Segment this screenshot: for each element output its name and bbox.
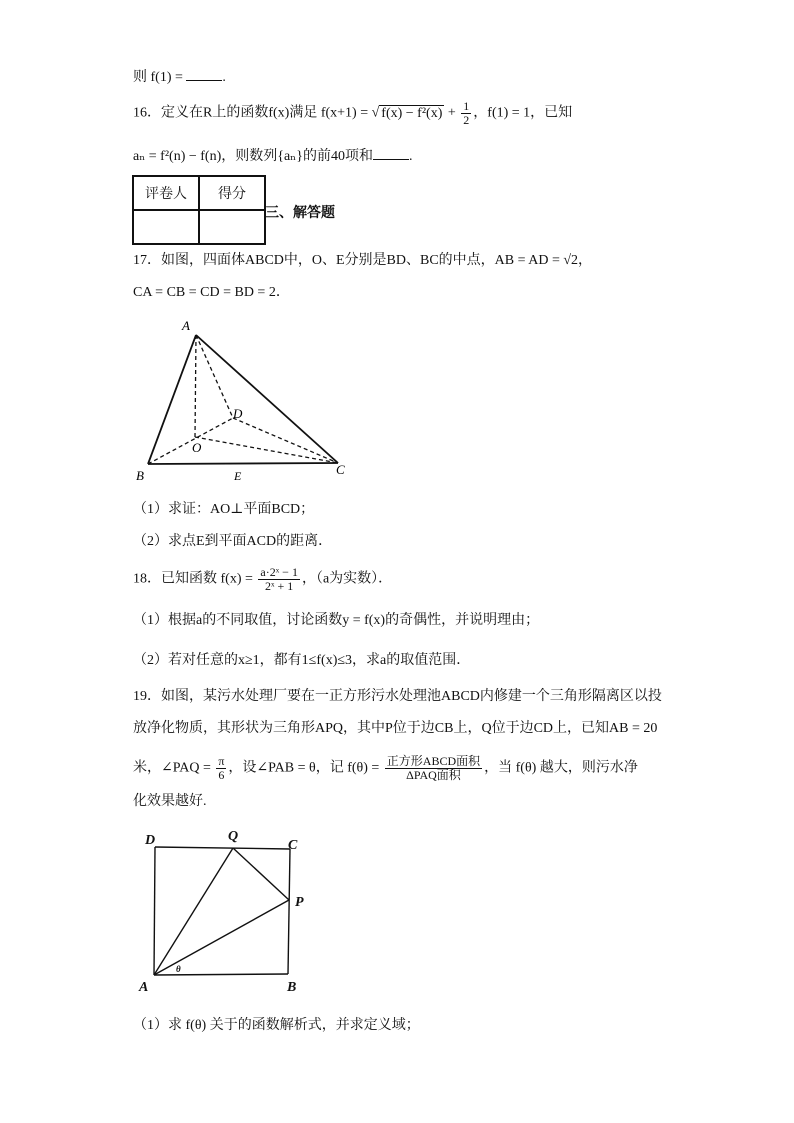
answer-blank bbox=[373, 145, 409, 160]
q16-text-b: ，f(1) = 1，已知 bbox=[473, 105, 573, 121]
q18-frac-den: 2ˣ + 1 bbox=[265, 579, 294, 593]
q19-frac-den: 6 bbox=[218, 768, 225, 782]
score-header: 得分 bbox=[199, 176, 265, 210]
section-title: 三、解答题 bbox=[265, 204, 335, 220]
side-cb bbox=[288, 849, 290, 974]
side-dc bbox=[155, 847, 290, 849]
label-q: Q bbox=[228, 829, 239, 844]
q18-part1: （1）根据a的不同取值，讨论函数y = f(x)的奇偶性，并说明理由； bbox=[133, 613, 540, 628]
score-cell[interactable] bbox=[199, 210, 265, 244]
score-table bbox=[132, 175, 266, 245]
q17-part2: （2）求点E到平面ACD的距离． bbox=[133, 534, 333, 549]
q16-frac-num: 1 bbox=[463, 99, 470, 113]
q16-sqrt-expr: f(x) − f²(x) bbox=[381, 105, 443, 121]
grader-header: 评卷人 bbox=[133, 176, 199, 210]
q19-frac-num: π bbox=[218, 754, 225, 768]
q19-line2: 放净化物质，其形状为三角形APQ，其中P位于边CB上，Q位于边CD上，已知AB = 20 bbox=[133, 721, 658, 736]
q19-frac2-den: ΔPAQ面积 bbox=[406, 768, 461, 782]
segment-oc bbox=[195, 437, 338, 463]
q19-frac-pi6 bbox=[216, 755, 226, 782]
q18-line1 bbox=[133, 566, 392, 593]
q17-line1: 17．如图，四面体ABCD中，O、E分别是BD、BC的中点，AB = AD = √2， bbox=[133, 253, 593, 268]
q18-frac-num: a·2ˣ − 1 bbox=[260, 565, 298, 579]
q16-line2-text: aₙ = f²(n) − f(n)，则数列{aₙ}的前40项和 bbox=[133, 149, 373, 164]
segment-aq bbox=[154, 848, 233, 975]
q19-line4: 化效果越好. bbox=[133, 794, 207, 809]
side-ab bbox=[154, 974, 288, 975]
answer-blank bbox=[186, 66, 222, 81]
label-d: D bbox=[233, 406, 243, 421]
q19-line1: 19．如图，某污水处理厂要在一正方形污水处理池ABCD内修建一个三角形隔离区以投 bbox=[133, 689, 662, 704]
q16-line1: 16．定义在R上的函数f(x)满足 f(x+1) = √ f(x) − f²(x) + $\frac{1}{2}$ ，f(1) = 1，已知 bbox=[133, 99, 573, 127]
q16-text-a: 定义在R上的函数f(x)满足 f(x+1) = bbox=[161, 105, 372, 121]
segment-ao bbox=[195, 335, 196, 437]
q18-text-a: 18．已知函数 f(x) = bbox=[133, 571, 257, 587]
q19-frac-area bbox=[385, 755, 482, 782]
q15-tail: 则 f(1) = . bbox=[133, 66, 226, 88]
label-c: C bbox=[288, 838, 298, 853]
label-theta: θ bbox=[176, 964, 181, 974]
edge-dc bbox=[233, 418, 338, 463]
square-figure bbox=[135, 822, 315, 1002]
label-d: D bbox=[145, 833, 156, 848]
label-e: E bbox=[234, 469, 242, 483]
q16-number: 16． bbox=[133, 105, 161, 121]
q16-line2 bbox=[133, 145, 412, 167]
q16-plus: + bbox=[444, 105, 460, 121]
segment-qp bbox=[233, 848, 289, 900]
q19-part1: （1）求 f(θ) 关于的函数解析式，并求定义域； bbox=[133, 1018, 420, 1033]
q19-line3 bbox=[133, 755, 638, 782]
label-b: B bbox=[287, 980, 297, 995]
q17-part1: （1）求证：AO⊥平面BCD； bbox=[133, 502, 315, 517]
label-p: P bbox=[295, 895, 304, 910]
q16-frac-den: 2 bbox=[463, 113, 470, 127]
edge-ab bbox=[148, 335, 196, 464]
label-a: A bbox=[182, 318, 190, 333]
segment-ap bbox=[154, 900, 289, 975]
q19-line3-c: ，当 f(θ) 越大，则污水净 bbox=[484, 760, 638, 776]
label-a: A bbox=[139, 980, 149, 995]
q19-frac2-num: 正方形ABCD面积 bbox=[386, 754, 481, 768]
q18-fraction bbox=[258, 566, 300, 593]
q17-line2: CA = CB = CD = BD = 2． bbox=[133, 285, 290, 300]
edge-ad bbox=[196, 335, 233, 418]
side-da bbox=[154, 847, 155, 975]
q16-line2-end: . bbox=[408, 149, 413, 164]
label-b: B bbox=[136, 468, 144, 483]
tetrahedron-figure bbox=[130, 312, 360, 484]
edge-bc bbox=[148, 463, 338, 464]
edge-bd bbox=[148, 418, 233, 464]
q16-fraction bbox=[461, 100, 471, 127]
q15-tail-text: 则 f(1) = bbox=[133, 70, 187, 85]
label-c: C bbox=[336, 462, 345, 477]
q18-text-b: ，（a为实数）． bbox=[301, 571, 393, 587]
edge-ac bbox=[196, 335, 338, 463]
label-o: O bbox=[192, 440, 202, 455]
q19-line3-a: 米，∠PAQ = bbox=[133, 760, 215, 776]
q19-line3-b: ，设∠PAB = θ，记 f(θ) = bbox=[228, 760, 383, 776]
grader-cell[interactable] bbox=[133, 210, 199, 244]
q18-part2: （2）若对任意的x≥1，都有1≤f(x)≤3，求a的取值范围． bbox=[133, 653, 471, 668]
